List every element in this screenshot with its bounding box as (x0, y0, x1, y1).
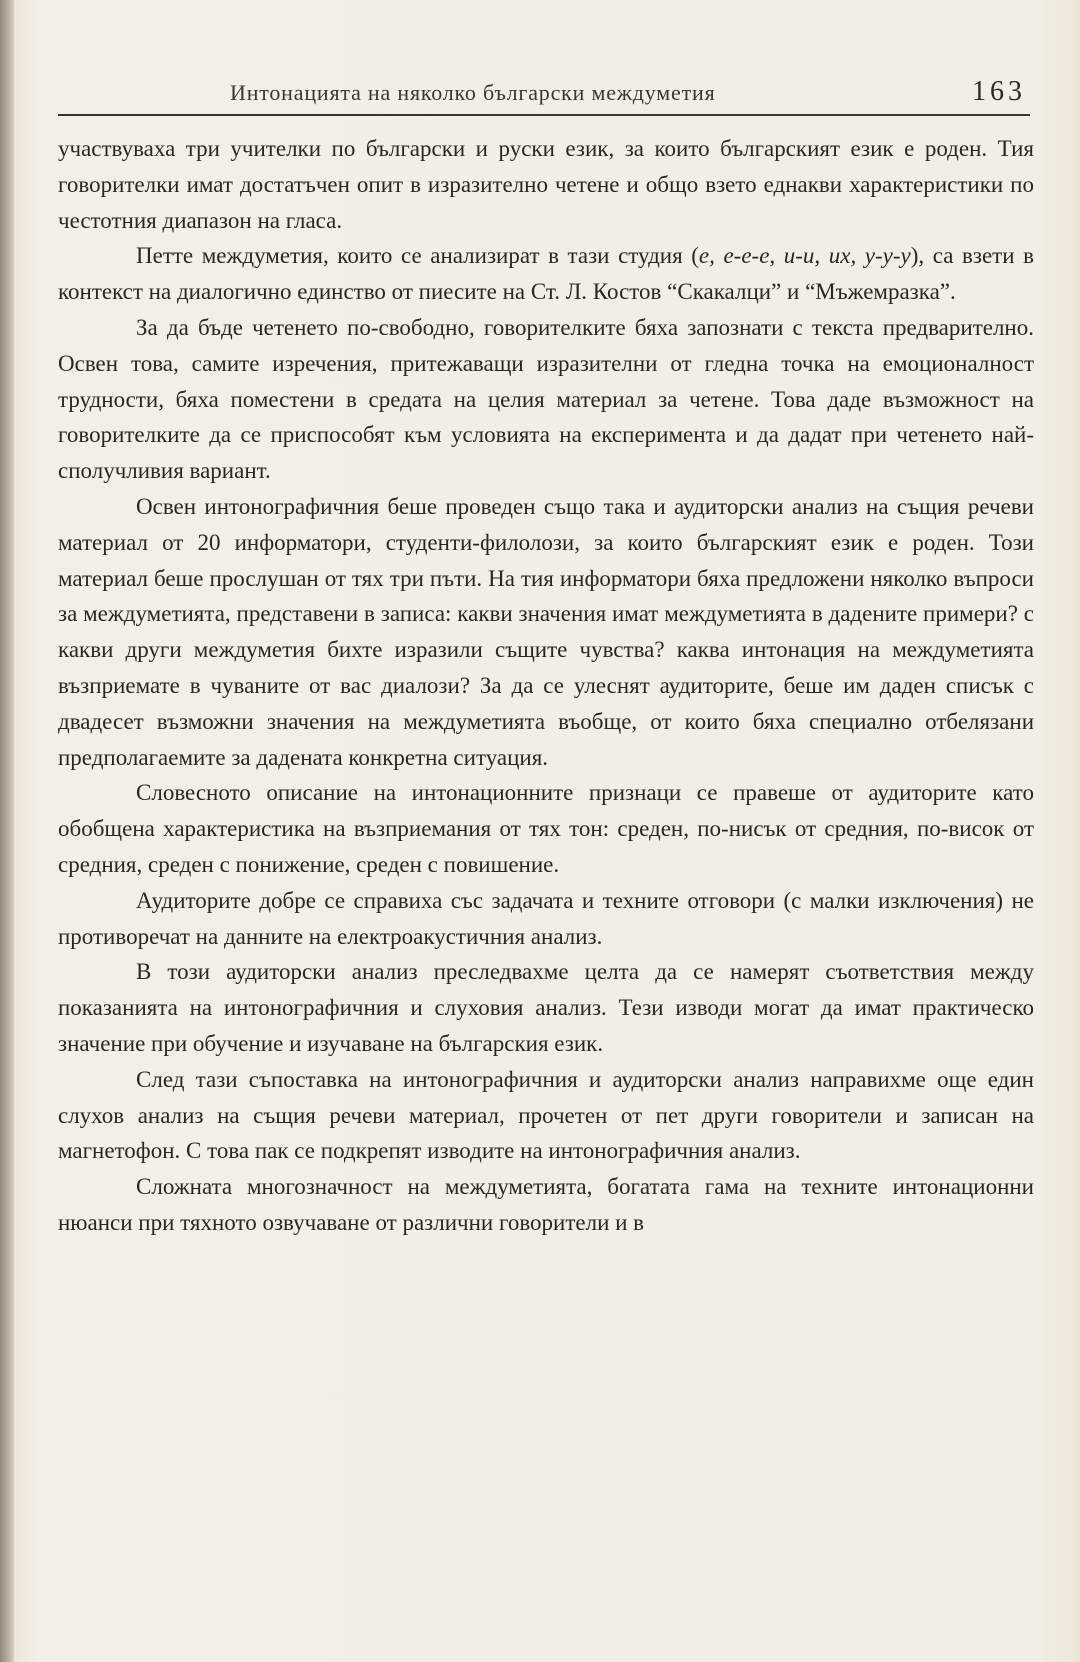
paragraph-1: участвуваха три учителки по български и руски език, за които българският език е роден. Тия говорителки имат достатъчен опит в изразително четене и общо взето еднакви характеристики по честотния диапазон на гласа. (58, 136, 1034, 233)
paragraph-8: След тази съпоставка на интонографичния и аудиторски анализ направихме още един слухов анализ на същия речеви материал, прочетен от пет други говорители и записан на магнетофон. С това пак се подкрепят изводите на интонографичния анализ. (58, 1066, 1034, 1164)
paragraph-5: Словесното описание на интонационните признаци се правеше от аудиторите като обобщена характеристика на възприемания от тях тон: среден, по-нисък от средния, по-висок от средния, среден с понижение, среден с повишение. (58, 780, 1034, 877)
paragraph-6: Аудиторите добре се справиха със задачата и техните отговори (с малки изключения) не противоречат на данните на електроакустичния анализ. (58, 887, 1034, 949)
paragraph-9: Сложната многозначност на междуметията, богатата гама на техните интонационни нюанси при тяхното озвучаване от различни говорители и в (58, 1174, 1034, 1235)
paragraph-7: В този аудиторски анализ преследвахме целта да се намерят съответствия между показанията на интонографичния и слуховия анализ. Тези изводи могат да имат практическо значение при обучение и изучаване на българския език. (58, 959, 1034, 1056)
paragraph-2 (58, 238, 1034, 310)
page-number: 163 (972, 76, 1026, 107)
running-title: Интонацията на няколко български междуметия (230, 80, 716, 105)
paragraph-3: За да бъде четенето по-свободно, говорителките бяха запознати с текста предварително. Освен това, самите изречения, притежаващи изразителни от гледна точка на емоционалност трудности, бяха поместени в средата на целия материал за четене. Това даде възможност на говорителките да се приспособят към условията на експеримента и да дадат при четенето най-сполучливия вариант. (58, 314, 1034, 484)
paragraph-2-start: Петте междуметия, които се анализират в тази студия ( (136, 243, 699, 269)
page-binding-shadow (0, 0, 14, 1662)
paragraph-2-end: ), са взети в контекст на диалогично единство от пиесите на Ст. Л. Костов “Скакалци” и “Мъжемразка”. (58, 243, 1034, 305)
paragraph-4: Освен интонографичния беше проведен също така и аудиторски анализ на същия речеви материал от 20 информатори, студенти-филолози, за които българският език е роден. Този материал беше прослушан от тях три пъти. На тия информатори бяха предложени няколко въпроси за междуметията, представени в записа: какви значения имат междуметията в дадените примери? с какви други междуметия бихте изразили същите чувства? каква интонация на междуметията възприемате в чуваните от вас диалози? За да се улеснят аудиторите, беше им даден списък с двадесет възможни значения на междуметията въобще, от които бяха специално отбелязани предполагаемите за дадената конкретна ситуация. (58, 493, 1034, 770)
interjection-examples: е, е-е-е, и-и, их, у-у-у (698, 243, 911, 269)
body-text (58, 131, 1034, 1241)
page-header (58, 74, 1030, 116)
